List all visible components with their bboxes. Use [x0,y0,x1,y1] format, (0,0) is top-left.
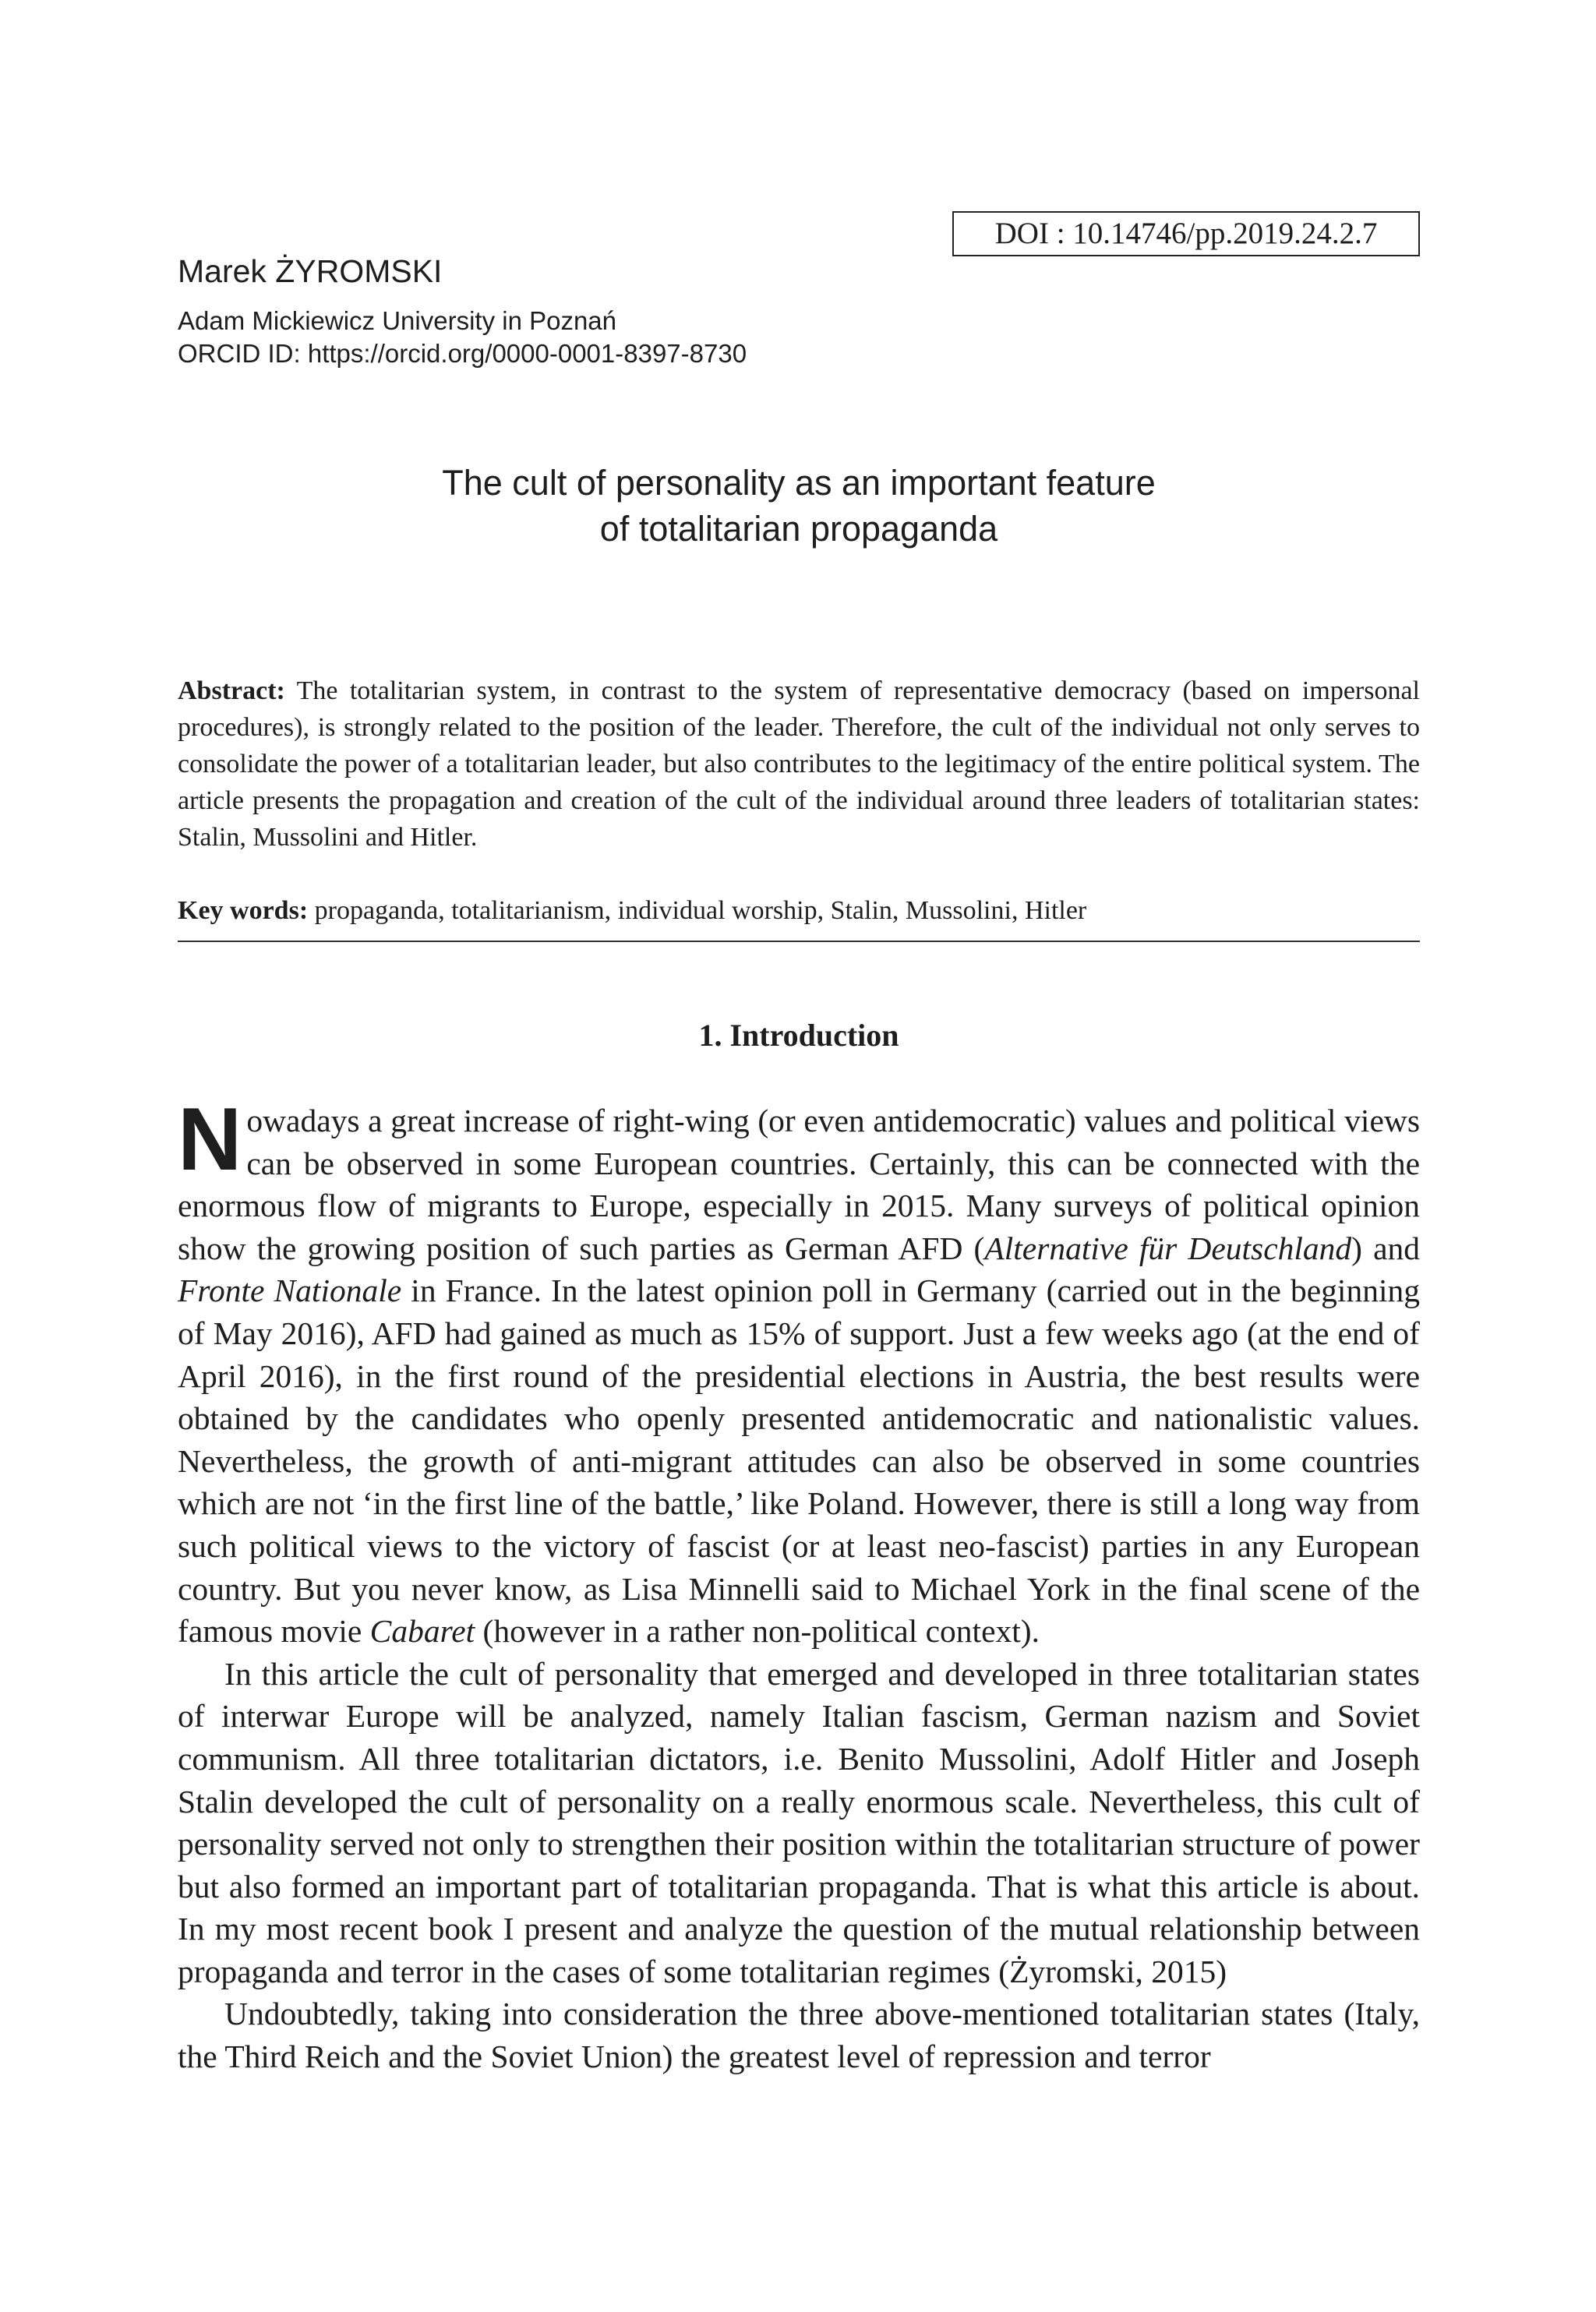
paragraph-1-seg-1: owadays a great increase of right-wing (or even antidemocratic) values and political views can be observed in some European countries. Certainly, this can be connected with the enormous flow of migrants to Europe, especially in 2015. Many surveys of political opinion show the growing position of such parties as German AFD ( [178,1103,1420,1266]
abstract [178,672,1420,856]
abstract-text: The totalitarian system, in contrast to the system of representative democracy (based on impersonal procedures), is strongly related to the position of the leader. Therefore, the cult of the individual not only serves to consolidate the power of a totalitarian leader, but also contributes to the legitimacy of the entire political system. The article presents the propagation and creation of the cult of the individual around three leaders of totalitarian states: Stalin, Mussolini and Hitler. [178,676,1420,852]
doi-box: DOI : 10.14746/pp.2019.24.2.7 [952,211,1420,256]
title-line-2: of totalitarian propaganda [599,509,998,549]
body-text [178,1090,1420,2078]
title-line-1: The cult of personality as an important feature [442,463,1156,503]
author-orcid: ORCID ID: https://orcid.org/0000-0001-8397-8730 [178,339,747,368]
paragraph-2: In this article the cult of personality that emerged and developed in three totalitarian states of interwar Europe will be analyzed, namely Italian fascism, German nazism and Soviet communism. All three totalitarian dictators, i.e. Benito Mussolini, Adolf Hitler and Joseph Stalin developed the cult of personality on a really enormous scale. Nevertheless, this cult of personality served not only to strengthen their position within the totalitarian structure of power but also formed an important part of totalitarian propaganda. That is what this article is about. In my most recent book I present and analyze the question of the mutual relationship between propaganda and terror in the cases of some totalitarian regimes (Żyromski, 2015) [178,1655,1420,1989]
section-heading: 1. Introduction [698,1018,899,1053]
paragraph-1-italic-2: Fronte Nationale [178,1272,402,1309]
drop-cap: N [178,1090,242,1189]
divider-rule [178,941,1420,942]
paragraph-1-seg-4: (however in a rather non-political context). [475,1613,1040,1650]
paragraph-1-seg-2: ) and [1351,1230,1420,1266]
paragraph-1 [178,1090,1420,1653]
article-title [178,460,1420,552]
keywords-label: Key words: [178,896,309,925]
paragraph-1-seg-3: in France. In the latest opinion poll in Germany (carried out in the beginning of May 2016), AFD had gained as much as 15% of support. Just a few weeks ago (at the end of April 2016), in the first round of the presidential elections in Austria, the best results were obtained by the candidates who openly presented antidemocratic and nationalistic values. Nevertheless, the growth of anti-migrant attitudes can also be observed in some countries which are not ‘in the first line of the battle,’ like Poland. However, there is still a long way from such political views to the victory of fascist (or at least neo-fascist) parties in any European country. But you never know, as Lisa Minnelli said to Michael York in the final scene of the famous movie [178,1272,1420,1650]
keywords [178,892,1420,929]
paragraph-3: Undoubtedly, taking into consideration the three above-mentioned totalitarian states (Italy, the Third Reich and the Soviet Union) the greatest level of repression and terror [178,1996,1420,2075]
paragraph-1-italic-3: Cabaret [369,1613,475,1650]
author-meta [178,305,747,370]
keywords-text: propaganda, totalitarianism, individual worship, Stalin, Mussolini, Hitler [314,896,1087,925]
author-name: Marek ŻYROMSKI [178,253,443,289]
author-affiliation: Adam Mickiewicz University in Poznań [178,306,617,335]
abstract-label: Abstract: [178,676,285,705]
paragraph-1-italic-1: Alternative für Deutschland [984,1230,1352,1266]
